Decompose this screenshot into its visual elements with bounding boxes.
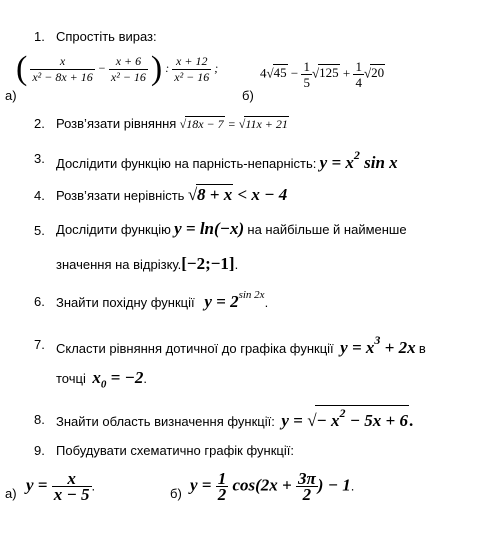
- task-8-number: 8.: [34, 412, 45, 427]
- task-9b-formula: y = $\frac{1}{2}$ cos(2x + $\frac{3\pi}{2}$ ) − 1.: [190, 469, 355, 504]
- fraction: $\frac{1}{2}$: [217, 469, 227, 504]
- task-6-number: 6.: [34, 294, 45, 309]
- task-9b-label: б): [170, 486, 182, 501]
- task-6: Знайти похідну функції $y = 2^{sin 2x}$.: [56, 289, 269, 311]
- task-1-number: 1.: [34, 29, 45, 44]
- task-1b-expression: 4√45 − $\frac{1}{5}$ √125 + $\frac{1}{4}$ √20: [260, 59, 385, 90]
- task-5: Дослідити функцію y = ln(−x) на найбільше й найменше: [56, 219, 407, 238]
- task-1a-expression: ( $\frac{x}{\text{x² − 8x + 16}}$ − $\frac{x + 6}{\text{x² − 16}}$ ) : $\frac{x + 12}{\text{x² − 16}}$ ;: [16, 50, 219, 87]
- task-2: Розв’язати рівняння √18x − 7 = √11x + 21: [56, 116, 288, 131]
- task-9a-label: а): [5, 486, 17, 501]
- task-9a-formula: y = $\frac{x}{x - 5}$ .: [26, 469, 96, 504]
- fraction: $\frac{x}{x - 5}$: [53, 469, 90, 504]
- fraction: $\frac{1}{4}$: [355, 59, 362, 90]
- task-1-text: Спростіть вираз:: [56, 29, 157, 44]
- fraction: $\frac{x + 12}{\text{x² − 16}}$: [174, 53, 210, 84]
- task-1b-label: б): [242, 88, 254, 103]
- task-7-line2: точці $x_0 = -2$.: [56, 368, 147, 391]
- task-1a-label: а): [5, 88, 17, 103]
- task-5-number: 5.: [34, 223, 45, 238]
- task-4: Розв’язати нерівність √8 + x < x − 4: [56, 185, 288, 204]
- task-9-text: Побудувати схематично графік функції:: [56, 443, 294, 458]
- fraction: $\frac{x}{\text{x² − 8x + 16}}$: [32, 53, 93, 84]
- task-8: Знайти область визначення функції: y = √− $x^2 - 5x + 6$.: [56, 406, 414, 430]
- task-7-number: 7.: [34, 337, 45, 352]
- task-7: Скласти рівняння дотичної до графіка функції $y = x^3 + 2x$ в: [56, 333, 426, 357]
- fraction: $\frac{x + 6}{\text{x² − 16}}$: [110, 53, 146, 84]
- task-5-line2: значення на відрізку.[−2;−1].: [56, 254, 239, 273]
- task-2-number: 2.: [34, 116, 45, 131]
- task-3: Дослідити функцію на парність-непарність: $y = x^2$ sin x: [56, 148, 398, 172]
- task-9-number: 9.: [34, 443, 45, 458]
- fraction: $\frac{3\pi}{2}$: [298, 469, 316, 504]
- fraction: $\frac{1}{5}$: [303, 59, 310, 90]
- task-4-number: 4.: [34, 188, 45, 203]
- task-3-number: 3.: [34, 151, 45, 166]
